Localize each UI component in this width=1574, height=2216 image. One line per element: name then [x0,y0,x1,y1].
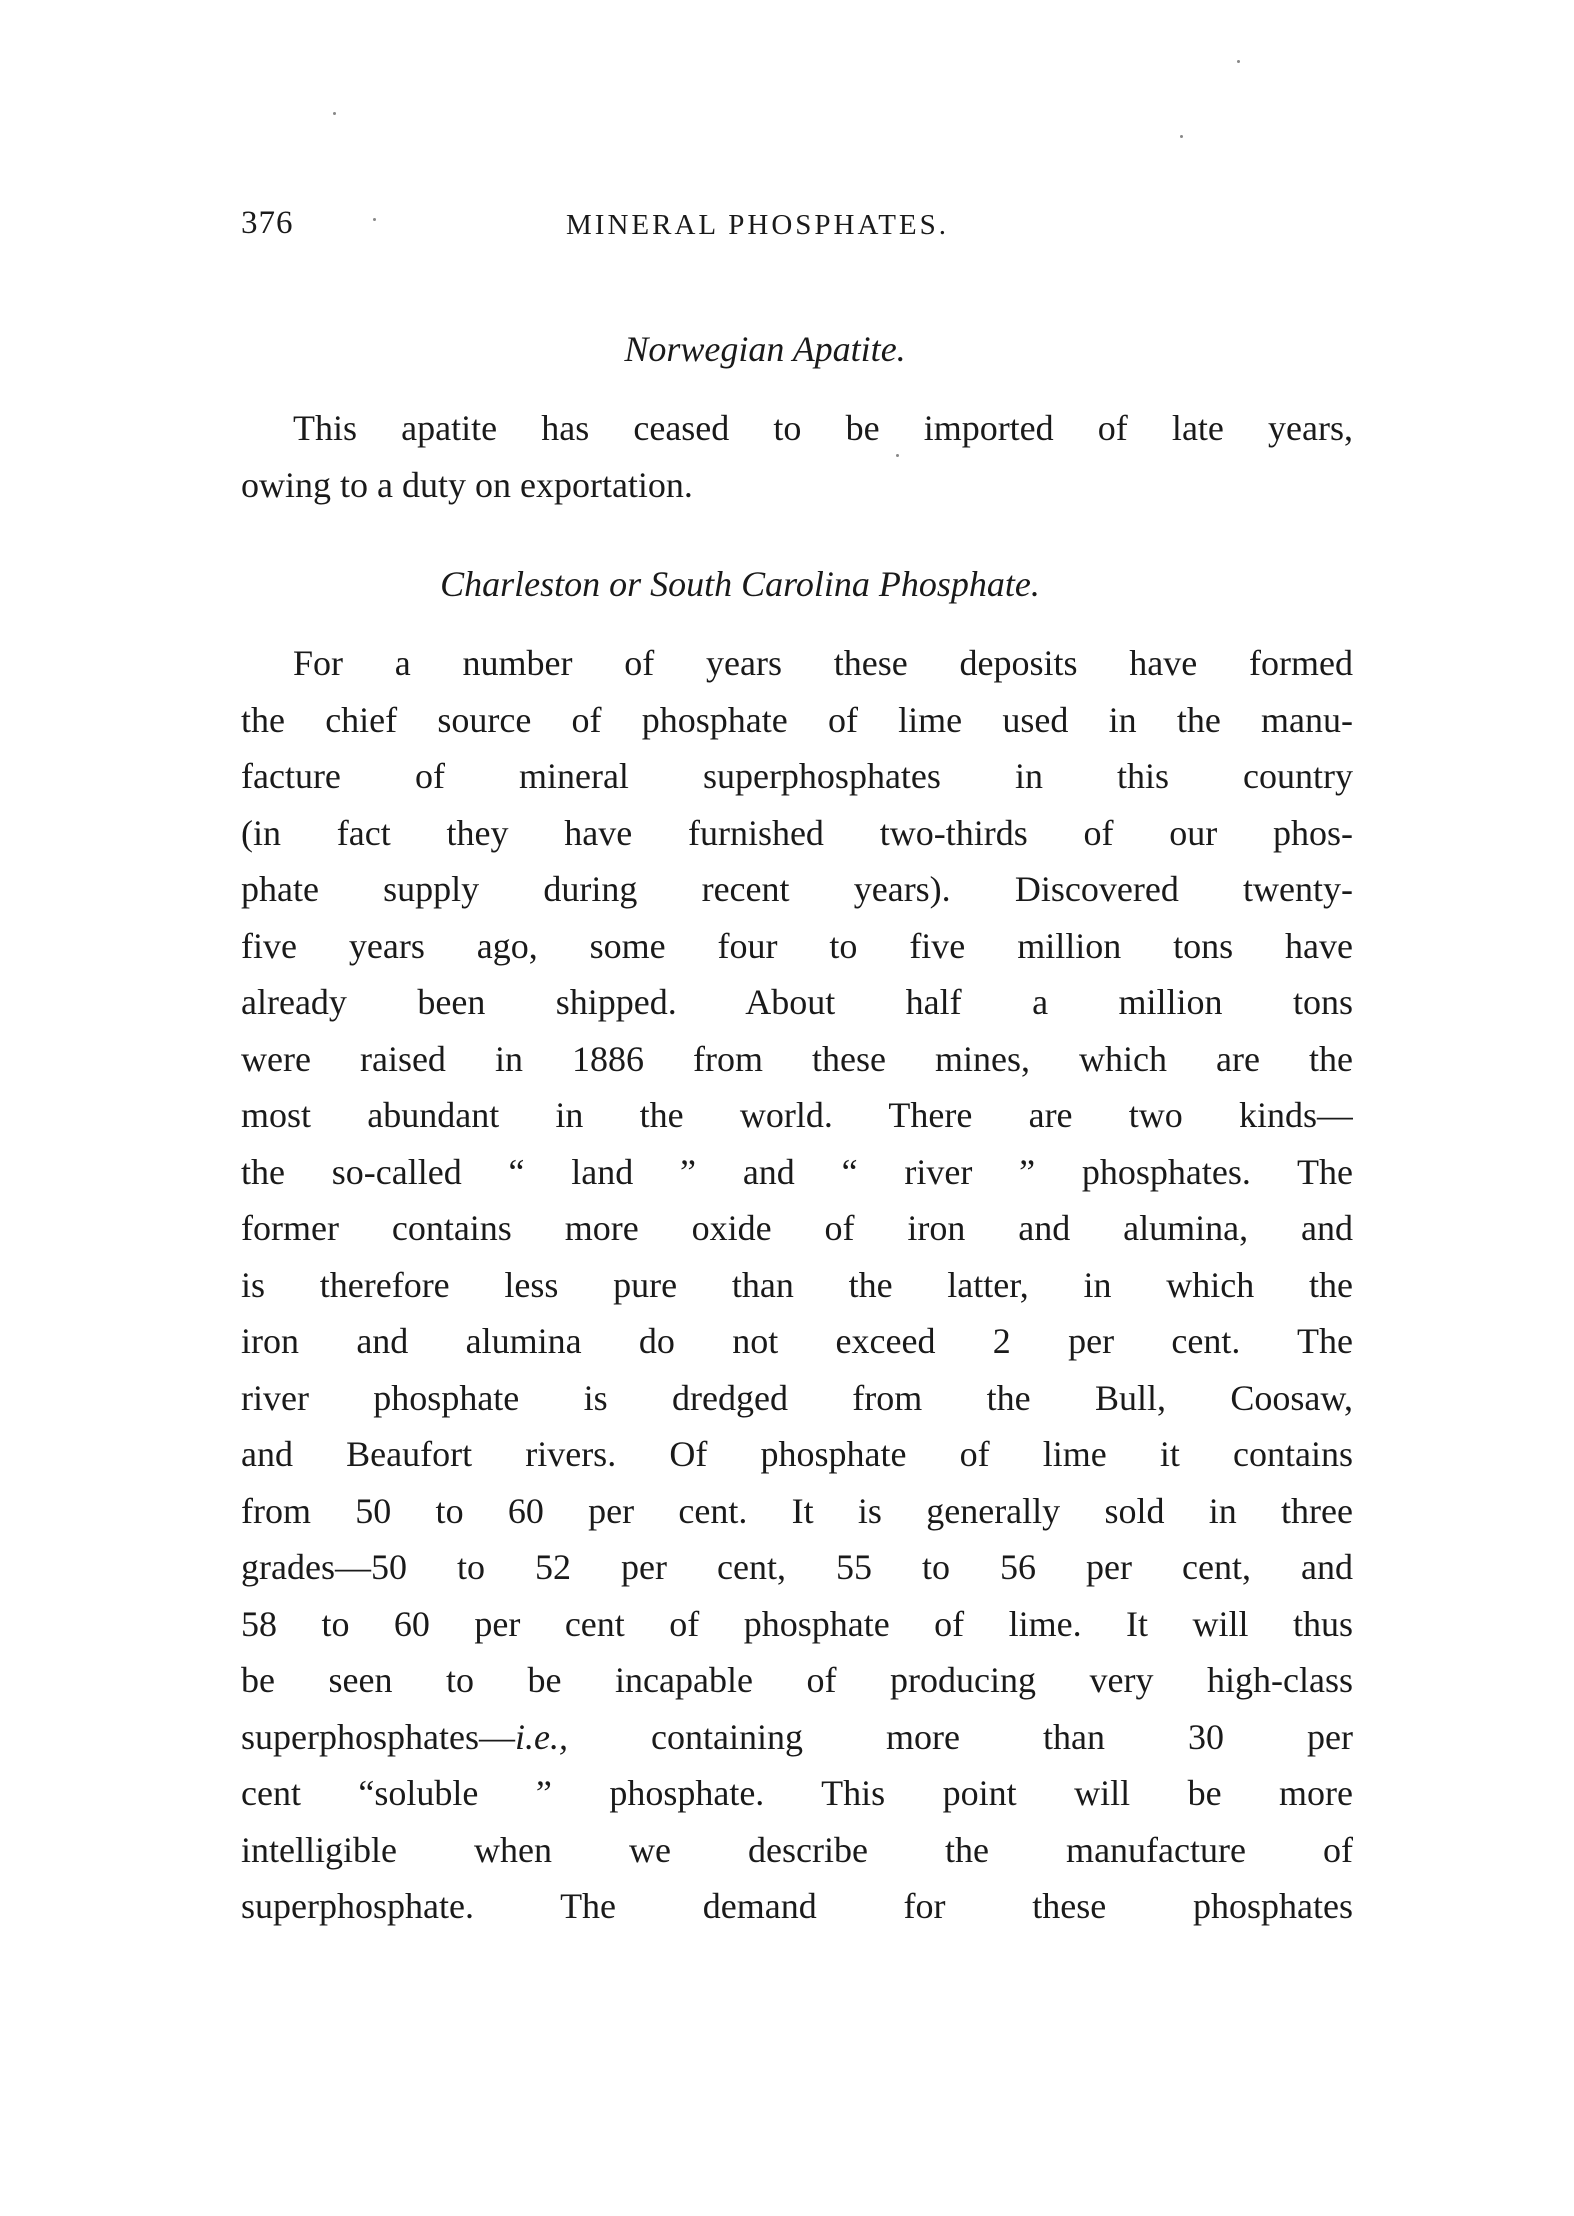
italic-abbreviation: i.e., [514,1716,568,1757]
text-line: For a number of years these deposits have formed [293,643,1353,683]
text-line: intelligible when we describe the manufacture of [241,1829,1353,1870]
text-line: were raised in 1886 from these mines, which are the [241,1038,1353,1079]
text-line: the so-called “ land ” and “ river ” phosphates. The [241,1151,1353,1192]
text-line: (in fact they have furnished two-thirds of our phos- [241,812,1353,853]
running-head [241,205,1361,255]
print-speck [373,218,376,221]
text-line: the chief source of phosphate of lime used in the manu- [241,699,1353,740]
page-number: 376 [241,205,294,241]
text-line: This apatite has ceased to be imported of late years, [293,408,1353,448]
running-title: MINERAL PHOSPHATES. [566,209,950,241]
text-line: and Beaufort rivers. Of phosphate of lime it contains [241,1434,1353,1474]
text-line: superphosphate. The demand for these phosphates [241,1886,1353,1926]
text-line: already been shipped. About half a million tons [241,982,1353,1022]
print-speck [1237,60,1240,63]
text-line: from 50 to 60 per cent. It is generally sold in three [241,1490,1353,1531]
text-segment: containing more than 30 per [567,1716,1353,1757]
text-line: facture of mineral superphosphates in this country [241,756,1353,796]
paragraph-norwegian-apatite [241,400,1353,513]
text-segment: superphosphates— [241,1716,515,1757]
text-line: river phosphate is dredged from the Bull, Coosaw, [241,1377,1353,1418]
paragraph-charleston-phosphate [241,635,1353,1935]
text-line: most abundant in the world. There are two kinds— [241,1095,1353,1135]
print-speck [896,454,899,457]
text-line: owing to a duty on exportation. [241,464,693,505]
text-line: phate supply during recent years). Discovered twenty- [241,869,1353,909]
text-line: cent “soluble ” phosphate. This point will be more [241,1773,1353,1813]
text-line: 58 to 60 per cent of phosphate of lime. It will thus [241,1603,1353,1644]
text-line: former contains more oxide of iron and alumina, and [241,1208,1353,1248]
section-heading-charleston-phosphate: Charleston or South Carolina Phosphate. [440,564,1040,604]
text-line-with-italic [241,1709,1353,1766]
print-speck [1180,135,1183,138]
print-speck [333,112,336,115]
section-heading-norwegian-apatite: Norwegian Apatite. [624,329,906,369]
text-line: iron and alumina do not exceed 2 per cent. The [241,1321,1353,1361]
text-line: five years ago, some four to five million tons have [241,925,1353,966]
text-line: be seen to be incapable of producing very high-class [241,1660,1353,1700]
text-line: grades—50 to 52 per cent, 55 to 56 per cent, and [241,1547,1353,1587]
text-line: is therefore less pure than the latter, in which the [241,1264,1353,1305]
